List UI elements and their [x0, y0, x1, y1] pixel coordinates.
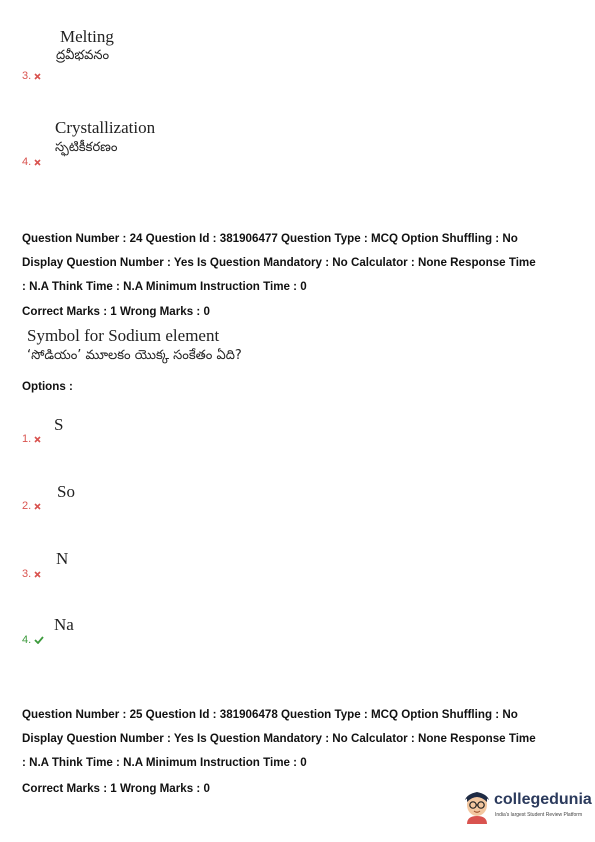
- q24-marks: Correct Marks : 1 Wrong Marks : 0: [22, 305, 210, 318]
- q25-meta-line2: Display Question Number : Yes Is Question Mandatory : No Calculator : None Response Time: [22, 732, 536, 745]
- options-label: Options :: [22, 380, 73, 393]
- q24-option-4-number: 4.: [22, 634, 32, 646]
- q24-option-4-text: Na: [54, 615, 74, 634]
- logo-tagline: India's largest Student Review Platform: [495, 812, 583, 818]
- option-4-number: 4.: [22, 156, 32, 168]
- q24-meta-line2: Display Question Number : Yes Is Question Mandatory : No Calculator : None Response Time: [22, 256, 536, 269]
- option-3-marker: [22, 64, 41, 84]
- logo-name: collegedunia: [494, 791, 592, 808]
- option-3-text-en: Melting: [60, 27, 114, 46]
- q24-option-4-marker: [22, 628, 44, 648]
- q24-option-1-number: 1.: [22, 433, 32, 445]
- q24-option-1-marker: [22, 427, 41, 447]
- q25-meta-line1: Question Number : 25 Question Id : 381906478 Question Type : MCQ Option Shuffling : No: [22, 708, 518, 721]
- cross-icon: [34, 563, 41, 582]
- cross-icon: [34, 428, 41, 447]
- q24-option-3-marker: [22, 562, 41, 582]
- q24-meta-line3: : N.A Think Time : N.A Minimum Instruction Time : 0: [22, 280, 307, 293]
- option-4-text-te: స్ఫటికీకరణం: [55, 140, 118, 155]
- option-4-marker: [22, 150, 41, 170]
- q24-option-3-text: N: [56, 549, 69, 568]
- q24-option-1-text: S: [54, 415, 64, 434]
- cross-icon: [34, 151, 41, 170]
- cross-icon: [34, 65, 41, 84]
- q24-text-en: Symbol for Sodium element: [27, 326, 220, 345]
- collegedunia-logo: [461, 788, 592, 828]
- cross-icon: [34, 495, 41, 514]
- q24-option-2-marker: [22, 494, 41, 514]
- checkmark-icon: [34, 629, 44, 648]
- q25-meta-line3: : N.A Think Time : N.A Minimum Instruction Time : 0: [22, 756, 307, 769]
- q25-marks: Correct Marks : 1 Wrong Marks : 0: [22, 782, 210, 795]
- q24-option-2-text: So: [57, 482, 75, 501]
- q24-meta-line1: Question Number : 24 Question Id : 381906477 Question Type : MCQ Option Shuffling : No: [22, 232, 518, 245]
- q24-text-te: ‘సోడియం’ మూలకం యొక్క సంకేతం ఏది?: [27, 348, 242, 363]
- q24-option-2-number: 2.: [22, 500, 32, 512]
- option-4-text-en: Crystallization: [55, 118, 156, 137]
- student-avatar-icon: [461, 788, 493, 824]
- q24-option-3-number: 3.: [22, 568, 32, 580]
- option-3-text-te: ద్రవీభవనం: [56, 48, 110, 63]
- option-3-number: 3.: [22, 70, 32, 82]
